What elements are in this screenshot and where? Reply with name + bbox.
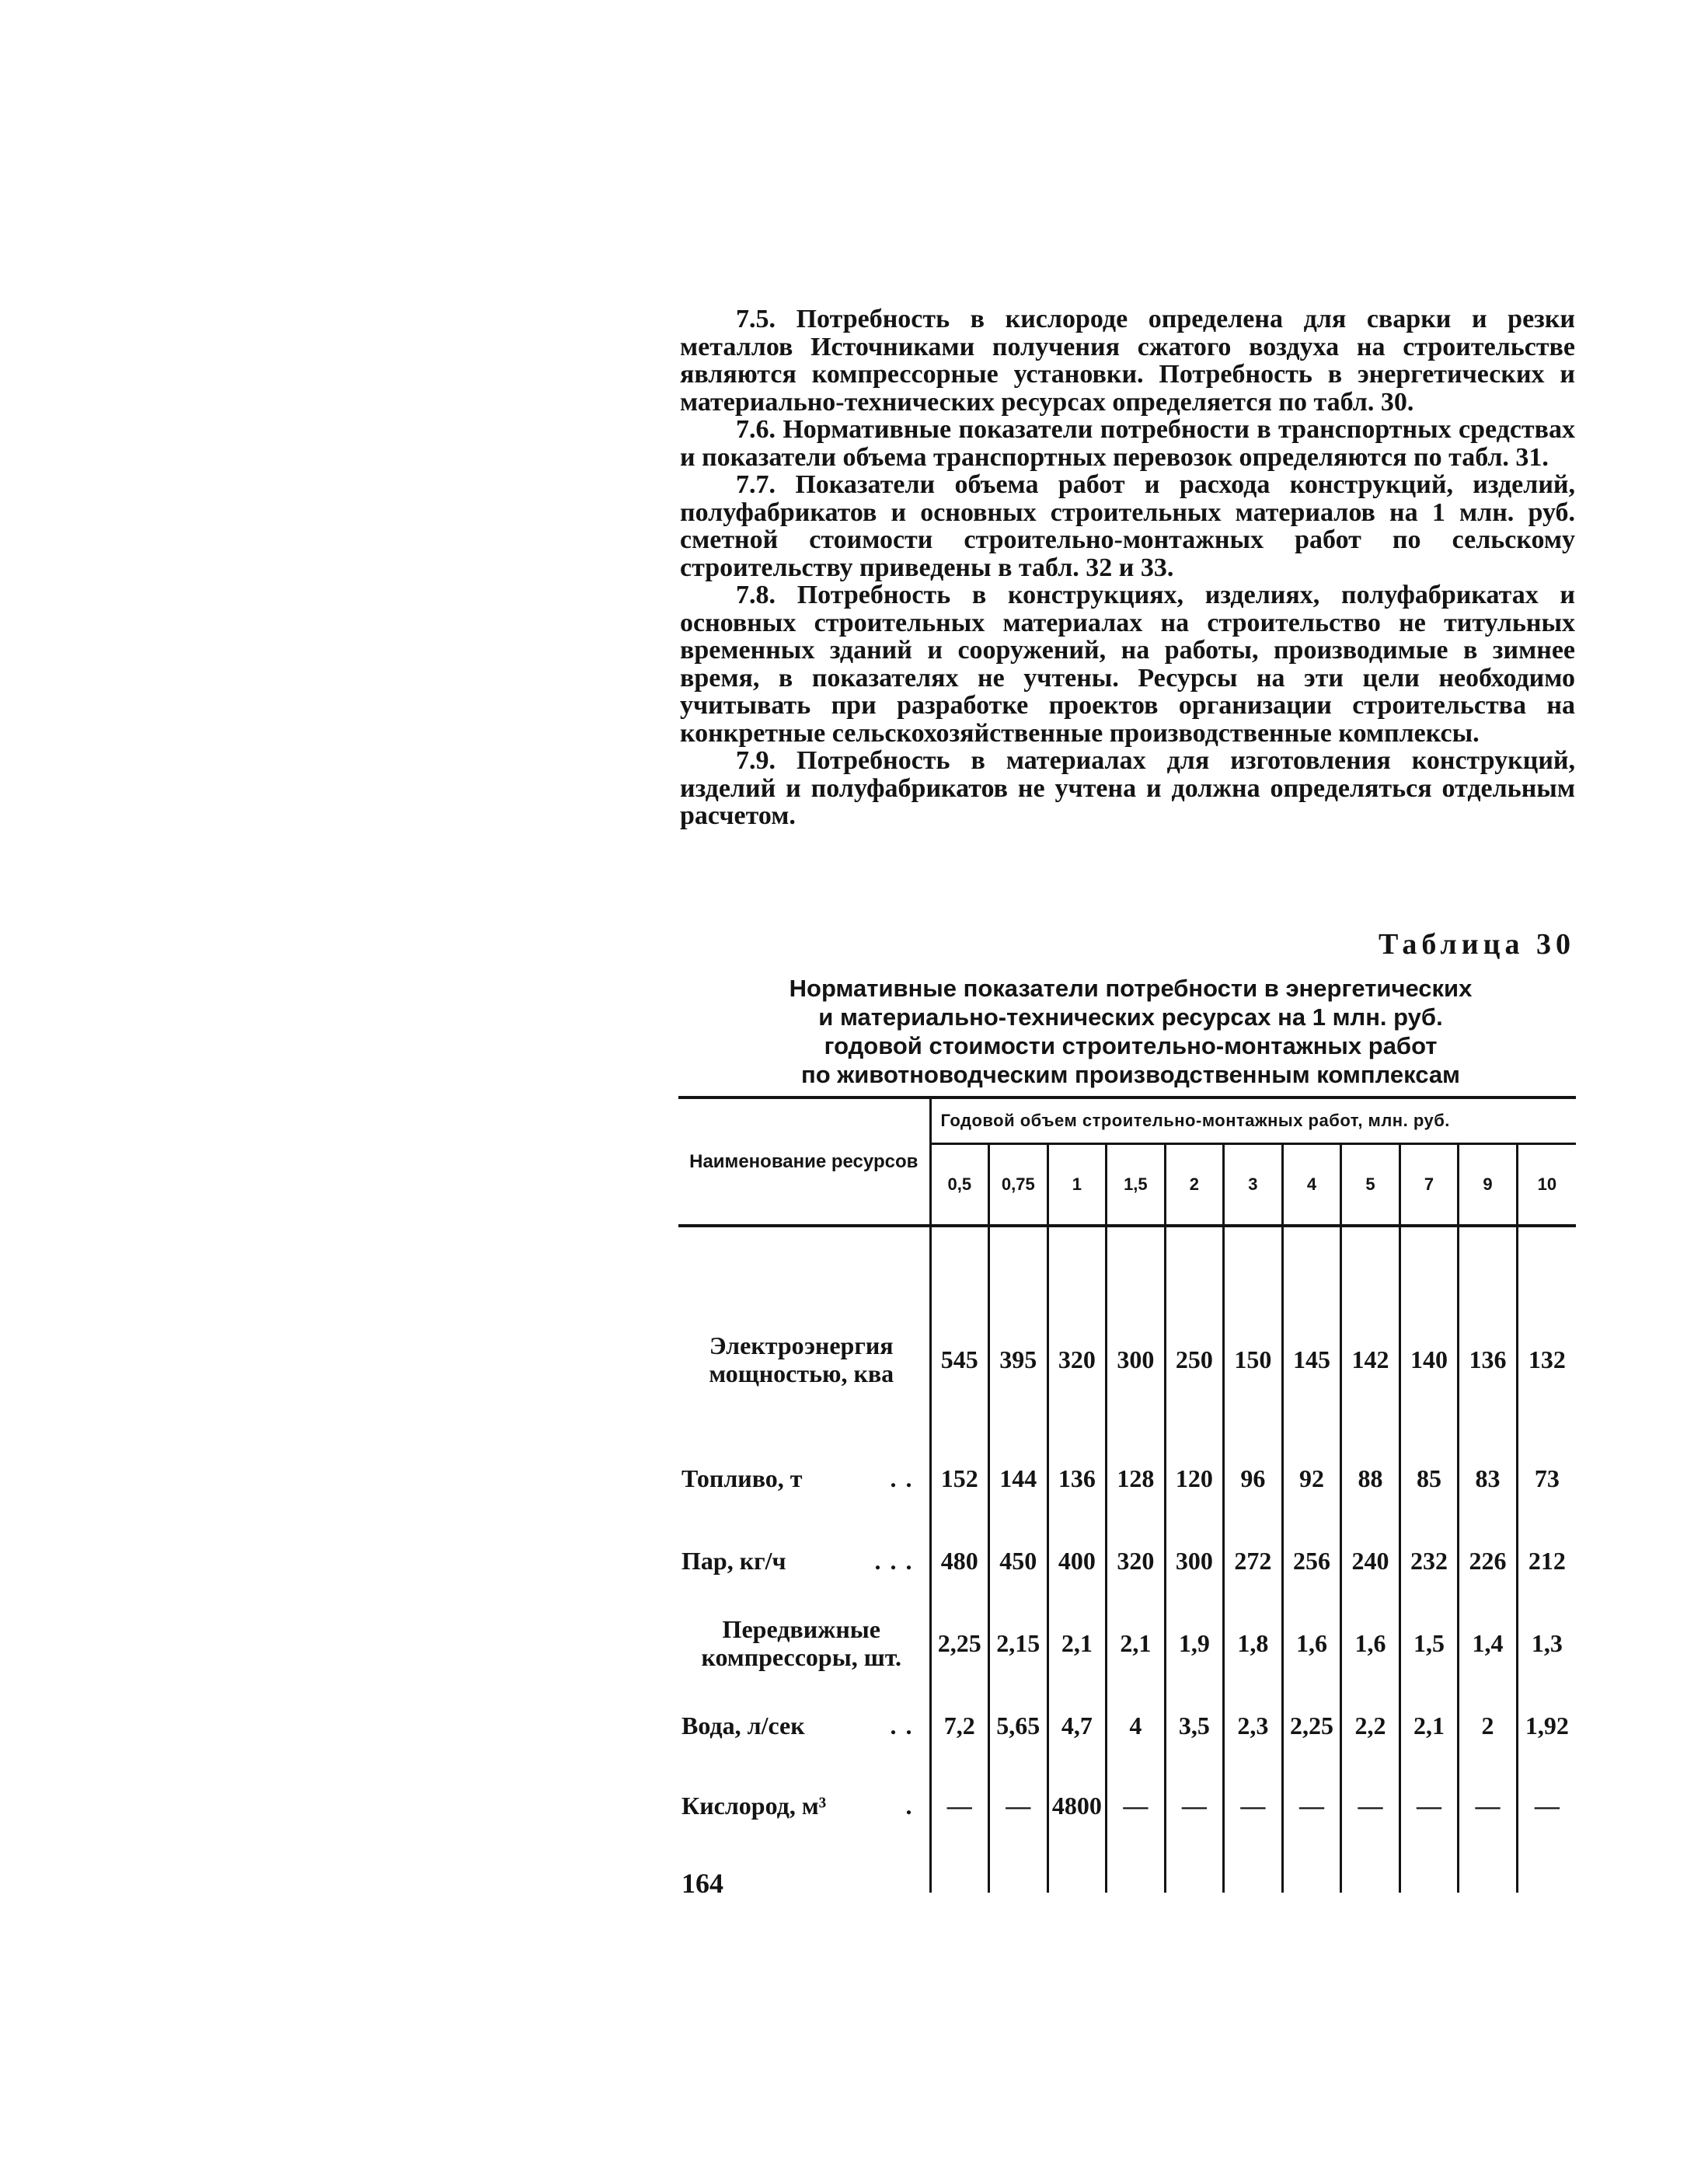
value-cell: 92 <box>1282 1437 1341 1520</box>
table-row <box>678 1767 1576 1893</box>
volume-header-cell: 0,5 <box>930 1144 989 1227</box>
value-cell: 1,6 <box>1341 1602 1400 1684</box>
value-cell: — <box>1400 1767 1459 1893</box>
value-cell: — <box>1282 1767 1341 1893</box>
value-cell: 73 <box>1517 1437 1576 1520</box>
value-cell: 1,6 <box>1282 1602 1341 1684</box>
value-cell: 320 <box>1107 1520 1166 1602</box>
table-title-line: годовой стоимости строительно-монтажных работ <box>824 1032 1438 1059</box>
paragraph-7-6: 7.6. Нормативные показатели потребности в транспортных средствах и показатели объема транспортных перевозок определяются по табл. 31. <box>680 415 1575 472</box>
table-row <box>678 1226 1576 1437</box>
resource-name-cell <box>678 1520 930 1602</box>
table-header-row <box>678 1097 1576 1144</box>
resource-name-cell <box>678 1602 930 1684</box>
paragraph-7-7: 7.7. Показатели объема работ и расхода конструкций, изделий, полуфабрикатов и основных строительных материалов на 1 млн. руб. сметной стоимости строительно-монтажных работ по сельскому строительству приведены в табл. 32 и 33. <box>680 470 1575 582</box>
value-cell: 232 <box>1400 1520 1459 1602</box>
volume-header-cell: 4 <box>1282 1144 1341 1227</box>
value-cell: 136 <box>1459 1226 1518 1437</box>
volume-header-cell: 2 <box>1165 1144 1224 1227</box>
table-body <box>678 1226 1576 1893</box>
paragraph-7-9: 7.9. Потребность в материалах для изготовления конструкций, изделий и полуфабрикатов не учтена и должна определяться отдельным расчетом. <box>680 746 1575 830</box>
value-cell: 144 <box>989 1437 1048 1520</box>
value-cell: — <box>930 1767 989 1893</box>
value-cell: 272 <box>1224 1520 1283 1602</box>
table-title-line: по животноводческим производственным комплексам <box>800 1061 1460 1088</box>
leader-dots: . <box>905 1792 922 1820</box>
resource-table <box>678 1096 1576 1893</box>
value-cell: — <box>1165 1767 1224 1893</box>
value-cell: — <box>989 1767 1048 1893</box>
page-number: 164 <box>681 1868 723 1899</box>
value-cell: 2,15 <box>989 1602 1048 1684</box>
value-cell: — <box>1224 1767 1283 1893</box>
value-cell: 400 <box>1047 1520 1107 1602</box>
volume-header-cell: 7 <box>1400 1144 1459 1227</box>
resource-name-cell <box>678 1226 930 1437</box>
resource-name-wrap <box>681 1615 929 1671</box>
value-cell: 395 <box>989 1226 1048 1437</box>
value-cell: 150 <box>1224 1226 1283 1437</box>
volume-header-cell: 5 <box>1341 1144 1400 1227</box>
volume-header-cell: 9 <box>1459 1144 1518 1227</box>
value-cell: 300 <box>1107 1226 1166 1437</box>
resource-name-wrap <box>681 1547 929 1575</box>
value-cell: 85 <box>1400 1437 1459 1520</box>
value-cell: 2,1 <box>1400 1684 1459 1767</box>
value-cell: 145 <box>1282 1226 1341 1437</box>
value-cell: 88 <box>1341 1437 1400 1520</box>
leader-dots: .. <box>890 1712 922 1740</box>
leader-dots: .. <box>890 1464 922 1492</box>
name-column-header: Наименование ресурсов <box>678 1097 930 1226</box>
value-cell: 256 <box>1282 1520 1341 1602</box>
value-cell: 480 <box>930 1520 989 1602</box>
resource-name-wrap <box>681 1712 929 1740</box>
value-cell: — <box>1341 1767 1400 1893</box>
value-cell: 142 <box>1341 1226 1400 1437</box>
volume-header-cell: 3 <box>1224 1144 1283 1227</box>
value-cell: 1,92 <box>1517 1684 1576 1767</box>
value-cell: 132 <box>1517 1226 1576 1437</box>
resource-name: Кислород, м³ <box>681 1792 827 1820</box>
value-cell: 226 <box>1459 1520 1518 1602</box>
value-cell: — <box>1459 1767 1518 1893</box>
value-cell: 1,5 <box>1400 1602 1459 1684</box>
value-cell: 300 <box>1165 1520 1224 1602</box>
value-cell: 1,3 <box>1517 1602 1576 1684</box>
resource-name: Передвижные компрессоры, шт. <box>701 1615 902 1671</box>
table-row <box>678 1684 1576 1767</box>
value-cell: 2,2 <box>1341 1684 1400 1767</box>
table-row <box>678 1437 1576 1520</box>
value-cell: 7,2 <box>930 1684 989 1767</box>
value-cell: 128 <box>1107 1437 1166 1520</box>
volume-header-cell: 1 <box>1047 1144 1107 1227</box>
table-label: Таблица 30 <box>1378 928 1575 961</box>
paragraph-7-5: 7.5. Потребность в кислороде определена для сварки и резки металлов Источниками получения сжатого воздуха на строительстве являются компрессорные установки. Потребность в энергетических и материально-технических ресурсах определяется по табл. 30. <box>680 305 1575 417</box>
value-cell: 120 <box>1165 1437 1224 1520</box>
resource-name: Топливо, т <box>681 1464 803 1492</box>
leader-dots: ... <box>874 1547 922 1575</box>
value-cell: 2 <box>1459 1684 1518 1767</box>
value-cell: 2,25 <box>1282 1684 1341 1767</box>
value-cell: 2,3 <box>1224 1684 1283 1767</box>
value-cell: 2,1 <box>1047 1602 1107 1684</box>
value-cell: 2,1 <box>1107 1602 1166 1684</box>
value-cell: 1,9 <box>1165 1602 1224 1684</box>
value-cell: 320 <box>1047 1226 1107 1437</box>
resource-name: Пар, кг/ч <box>681 1547 786 1575</box>
value-cell: 4 <box>1107 1684 1166 1767</box>
value-cell: 96 <box>1224 1437 1283 1520</box>
value-cell: 136 <box>1047 1437 1107 1520</box>
table-title-line: и материально-технических ресурсах на 1 млн. руб. <box>818 1003 1443 1031</box>
value-cell: 450 <box>989 1520 1048 1602</box>
table-title <box>684 974 1577 1089</box>
value-cell: 152 <box>930 1437 989 1520</box>
resource-name-cell <box>678 1437 930 1520</box>
value-cell: 250 <box>1165 1226 1224 1437</box>
table-row <box>678 1602 1576 1684</box>
value-cell: 1,8 <box>1224 1602 1283 1684</box>
value-cell: 3,5 <box>1165 1684 1224 1767</box>
resource-name-wrap <box>681 1331 929 1387</box>
value-cell: 4,7 <box>1047 1684 1107 1767</box>
resource-name-wrap <box>681 1792 929 1820</box>
table-title-line: Нормативные показатели потребности в энергетических <box>789 975 1473 1002</box>
value-cell: — <box>1107 1767 1166 1893</box>
value-cell: 2,25 <box>930 1602 989 1684</box>
value-cell: 5,65 <box>989 1684 1048 1767</box>
body-text <box>680 305 1575 830</box>
volume-column-header: Годовой объем строительно-монтажных работ, млн. руб. <box>930 1097 1576 1144</box>
resource-table-wrapper <box>678 1096 1576 1893</box>
value-cell: 140 <box>1400 1226 1459 1437</box>
volume-header-cell: 1,5 <box>1107 1144 1166 1227</box>
value-cell: 1,4 <box>1459 1602 1518 1684</box>
resource-name-cell <box>678 1684 930 1767</box>
resource-name: Электроэнергия мощностью, ква <box>709 1331 894 1387</box>
value-cell: 4800 <box>1047 1767 1107 1893</box>
value-cell: — <box>1517 1767 1576 1893</box>
paragraph-7-8: 7.8. Потребность в конструкциях, изделиях, полуфабрикатах и основных строительных материалах на строительство не титульных временных зданий и сооружений, на работы, производимые в зимнее время, в показателях не учтены. Ресурсы на эти цели необходимо учитывать при разработке проектов организации строительства на конкретные сельскохозяйственные производственные комплексы. <box>680 581 1575 748</box>
resource-name: Вода, л/сек <box>681 1712 805 1740</box>
value-cell: 545 <box>930 1226 989 1437</box>
value-cell: 240 <box>1341 1520 1400 1602</box>
resource-name-wrap <box>681 1464 929 1492</box>
value-cell: 83 <box>1459 1437 1518 1520</box>
volume-header-cell: 0,75 <box>989 1144 1048 1227</box>
volume-header-cell: 10 <box>1517 1144 1576 1227</box>
value-cell: 212 <box>1517 1520 1576 1602</box>
table-row <box>678 1520 1576 1602</box>
